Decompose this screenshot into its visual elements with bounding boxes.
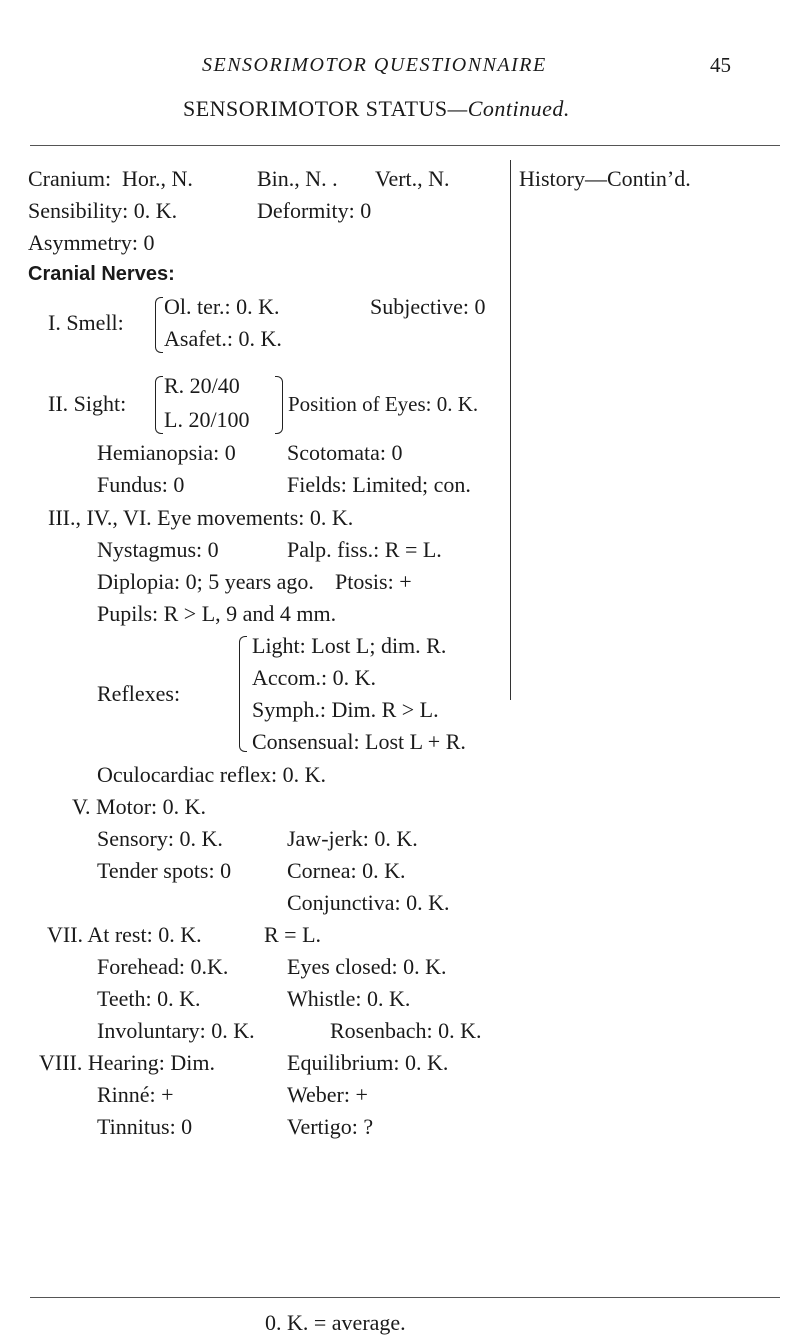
reflex-symph: Symph.: Dim. R > L. xyxy=(252,697,439,722)
deformity: Deformity: 0 xyxy=(257,198,372,223)
history-heading: History—Contin’d. xyxy=(519,166,691,191)
running-title: SENSORIMOTOR QUESTIONNAIRE xyxy=(202,54,547,76)
nerve-vii-forehead: Forehead: 0.K. xyxy=(97,954,229,979)
cranium-bin: Bin., N. . xyxy=(257,166,338,191)
scotomata: Scotomata: 0 xyxy=(287,440,403,465)
nerve-vii-r-equals-l: R = L. xyxy=(264,922,322,947)
sight-l: L. 20/100 xyxy=(164,407,250,432)
footnote: 0. K. = average. xyxy=(265,1310,406,1335)
hemianopsia: Hemianopsia: 0 xyxy=(97,440,236,465)
reflex-light: Light: Lost L; dim. R. xyxy=(252,633,447,658)
cranium-vert: Vert., N. xyxy=(375,166,450,191)
reflexes-brace xyxy=(239,636,247,752)
palp-fiss: Palp. fiss.: R = L. xyxy=(287,537,442,562)
nerve-v-sensory: Sensory: 0. K. xyxy=(97,826,223,851)
sight-brace-right xyxy=(275,376,283,434)
title-suffix: —Continued. xyxy=(447,96,570,121)
nerve-viii-vertigo: Vertigo: ? xyxy=(287,1114,374,1139)
ptosis: Ptosis: + xyxy=(335,569,412,594)
nerve-viii-equilibrium: Equilibrium: 0. K. xyxy=(287,1050,449,1075)
nerve-vii-at-rest: VII. At rest: 0. K. xyxy=(47,922,202,947)
eye-movements: III., IV., VI. Eye movements: 0. K. xyxy=(48,505,354,530)
asymmetry: Asymmetry: 0 xyxy=(28,230,155,255)
nerve-vii-involuntary: Involuntary: 0. K. xyxy=(97,1018,255,1043)
smell-label: I. Smell: xyxy=(48,310,124,335)
diplopia: Diplopia: 0; 5 years ago. xyxy=(97,569,314,594)
position-of-eyes: Position of Eyes: 0. K. xyxy=(288,392,479,416)
nerve-v-motor: V. Motor: 0. K. xyxy=(72,794,207,819)
oculocardiac-reflex: Oculocardiac reflex: 0. K. xyxy=(97,762,327,787)
reflex-consensual: Consensual: Lost L + R. xyxy=(252,729,466,754)
nerve-v-jaw-jerk: Jaw-jerk: 0. K. xyxy=(287,826,418,851)
cranium-label: Cranium: xyxy=(28,166,112,191)
smell-asafet: Asafet.: 0. K. xyxy=(164,326,282,351)
nerve-viii-hearing: VIII. Hearing: Dim. xyxy=(39,1050,215,1075)
reflex-accom: Accom.: 0. K. xyxy=(252,665,377,690)
sight-brace-left xyxy=(155,376,163,434)
sensibility: Sensibility: 0. K. xyxy=(28,198,178,223)
nerve-vii-rosenbach: Rosenbach: 0. K. xyxy=(330,1018,482,1043)
fundus: Fundus: 0 xyxy=(97,472,185,497)
nerve-viii-rinne: Rinné: + xyxy=(97,1082,174,1107)
page-number: 45 xyxy=(710,53,731,77)
nerve-vii-eyes-closed: Eyes closed: 0. K. xyxy=(287,954,447,979)
sight-label: II. Sight: xyxy=(48,391,127,416)
fields: Fields: Limited; con. xyxy=(287,472,471,497)
top-rule xyxy=(30,145,780,146)
nerve-viii-tinnitus: Tinnitus: 0 xyxy=(97,1114,193,1139)
nerve-vii-whistle: Whistle: 0. K. xyxy=(287,986,411,1011)
nerve-viii-weber: Weber: + xyxy=(287,1082,368,1107)
nerve-v-conjunctiva: Conjunctiva: 0. K. xyxy=(287,890,450,915)
page-title xyxy=(183,96,570,122)
bottom-rule xyxy=(30,1297,780,1298)
smell-ol-ter: Ol. ter.: 0. K. xyxy=(164,294,280,319)
nerve-v-cornea: Cornea: 0. K. xyxy=(287,858,406,883)
cranial-nerves-heading: Cranial Nerves: xyxy=(28,263,175,285)
title-main: SENSORIMOTOR STATUS xyxy=(183,96,448,121)
nerve-v-tender-spots: Tender spots: 0 xyxy=(97,858,232,883)
reflexes-label: Reflexes: xyxy=(97,681,181,706)
nerve-vii-teeth: Teeth: 0. K. xyxy=(97,986,201,1011)
column-divider xyxy=(510,160,511,700)
sight-r: R. 20/40 xyxy=(164,373,240,398)
smell-brace xyxy=(155,297,163,353)
pupils: Pupils: R > L, 9 and 4 mm. xyxy=(97,601,337,626)
smell-subjective: Subjective: 0 xyxy=(370,294,486,319)
nystagmus: Nystagmus: 0 xyxy=(97,537,219,562)
cranium-hor: Hor., N. xyxy=(122,166,193,191)
